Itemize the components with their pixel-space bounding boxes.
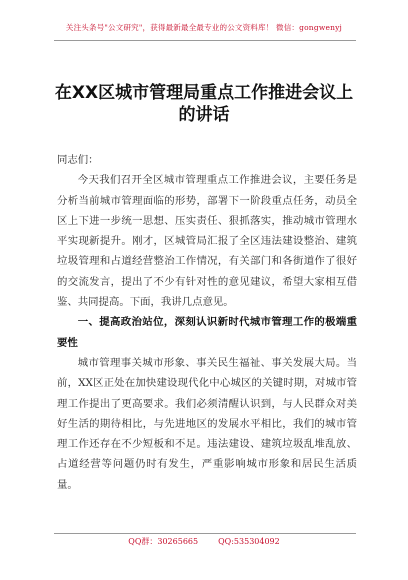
document-title xyxy=(50,82,358,126)
title-line-1: 在XX区城市管理局重点工作推进会议上 xyxy=(54,83,354,103)
footer-rule xyxy=(54,533,356,534)
footer-qq-group: QQ群：30265665 xyxy=(128,537,199,546)
footer-qq: QQ:535304092 xyxy=(218,537,280,546)
document-body xyxy=(57,150,357,495)
section-heading-1: 一、提高政治站位，深刻认识新时代城市管理工作的极端重要性 xyxy=(57,316,357,349)
paragraph-section-1: 城市管理事关城市形象、事关民生福祉、事关发展大局。当前，XX区正处在加快建设现代化中心城区的关键时期，对城市管理工作提出了更高要求。我们必须清醒认识到，与人民群众对美好生活的期待相比，与先进地区的发展水平相比，我们的城市管理工作还存在不少短板和不足。违法建设、建筑垃圾乱堆乱放、占道经营等问题仍时有发生，严重影响城市形象和居民生活质量。 xyxy=(57,356,357,491)
title-line-2: 的讲话 xyxy=(178,105,230,125)
top-banner: 关注头条号"公文研究"，获得最新最全最专业的公文资料库！ 微信：gongwenyj xyxy=(65,23,343,32)
footer xyxy=(0,536,408,547)
header-rule xyxy=(54,40,356,41)
paragraph-intro: 今天我们召开全区城市管理重点工作推进会议，主要任务是分析当前城市管理面临的形势，部署下一阶段重点任务，动员全区上下进一步统一思想、压实责任、狠抓落实，推动城市管理水平实现新提升。刚才，区城管局汇报了全区违法建设整治、建筑垃圾管理和占道经营整治工作情况，有关部门和各街道作了很好的交流发言，提出了不少有针对性的意见建议，希望大家相互借鉴、共同提高。下面，我讲几点意见。 xyxy=(57,174,357,309)
salutation: 同志们： xyxy=(57,154,99,166)
